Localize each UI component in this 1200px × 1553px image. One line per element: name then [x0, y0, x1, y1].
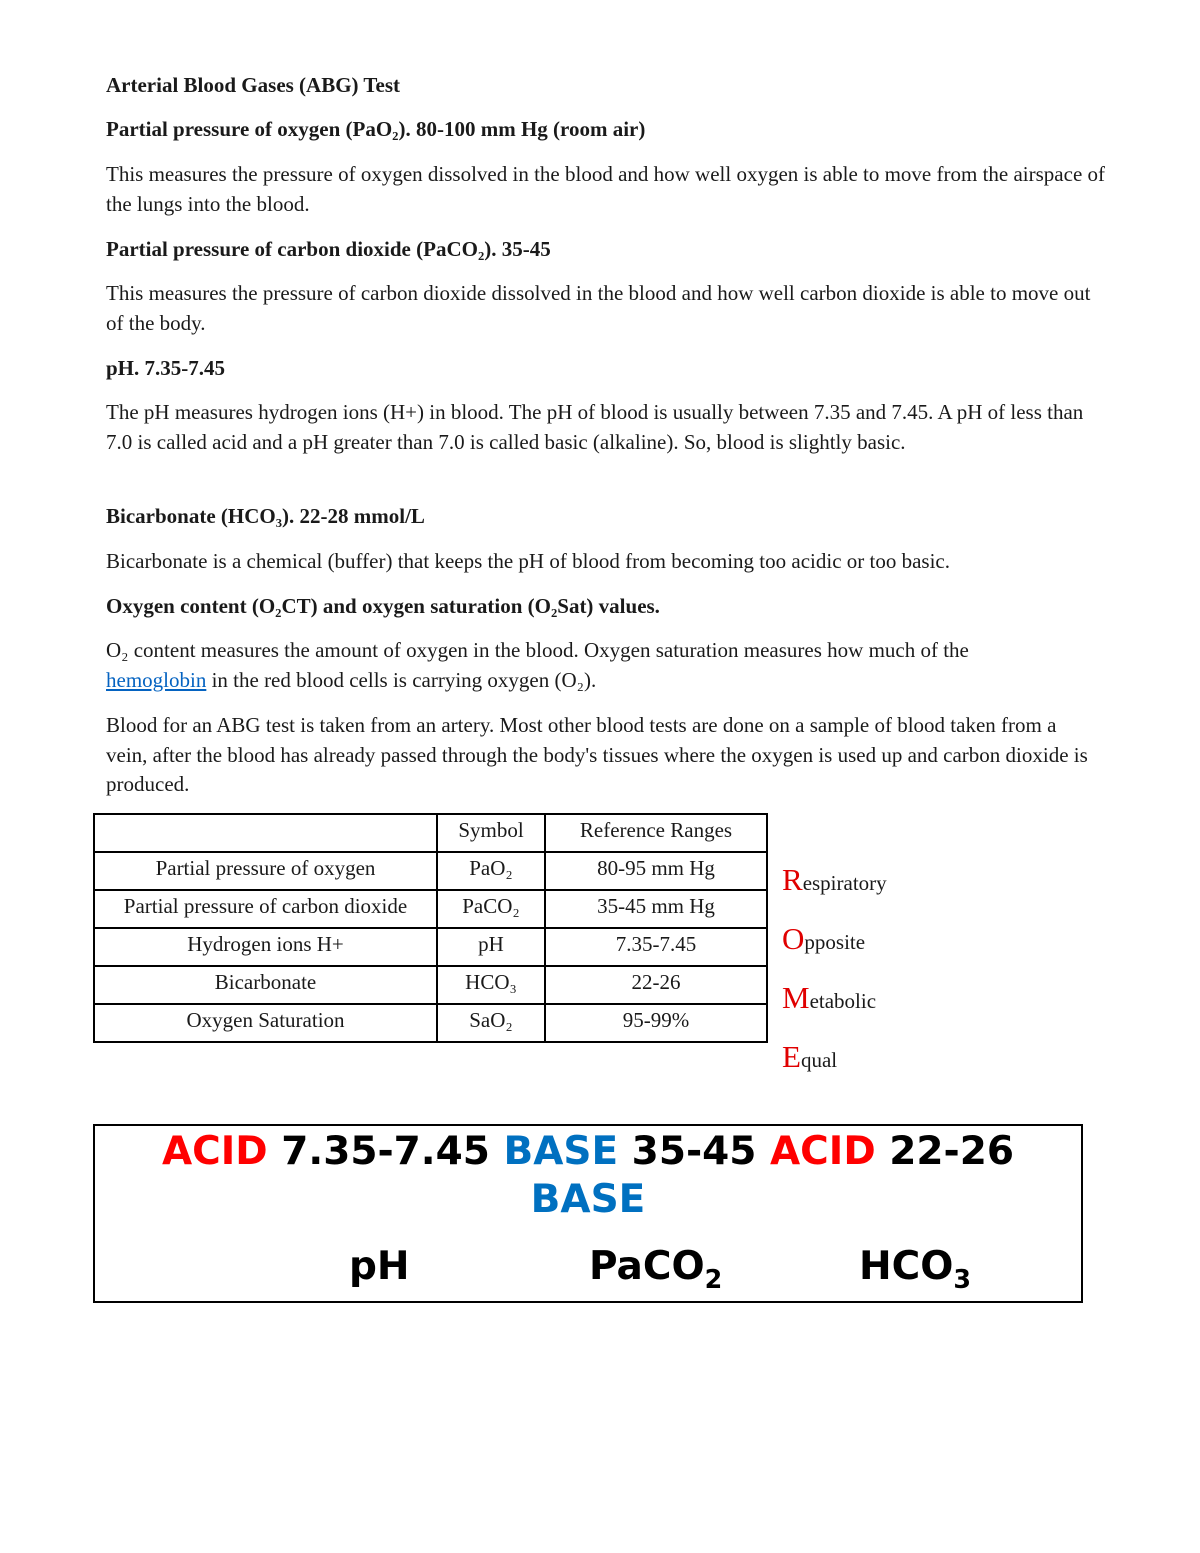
hco3-label	[859, 1244, 971, 1294]
hco3-description: Bicarbonate is a chemical (buffer) that keeps the pH of blood from becoming too acidic or too basic.	[106, 549, 950, 573]
base-label: BASE	[503, 1129, 619, 1174]
hco3-label-main: HCO	[859, 1244, 954, 1289]
table-cell-range: 7.35-7.45	[545, 928, 767, 966]
pao2-description: This measures the pressure of oxygen dissolved in the blood and how well oxygen is able to move from the airspace of the lungs into the blood.	[106, 162, 1106, 216]
table-header-row	[94, 814, 767, 852]
table-cell-parameter: Hydrogen ions H+	[94, 928, 437, 966]
table-row	[94, 890, 767, 928]
table-cell-range: 95-99%	[545, 1004, 767, 1042]
table-cell-parameter: Partial pressure of carbon dioxide	[94, 890, 437, 928]
mnemonic-metabolic	[782, 980, 876, 1016]
o2-text-before: O₂ content measures the amount of oxygen in the blood. Oxygen saturation measures how much of the	[106, 638, 969, 662]
mnemonic-rest: etabolic	[809, 989, 877, 1013]
document-title: Arterial Blood Gases (ABG) Test	[106, 73, 400, 97]
o2-text-after: in the red blood cells is carrying oxygen (O₂).	[206, 667, 597, 692]
hco3-label-subscript: 3	[953, 1263, 972, 1294]
base-label: BASE	[530, 1177, 646, 1222]
paco2-description: This measures the pressure of carbon dioxide dissolved in the blood and how well carbon dioxide is able to move out of the body.	[106, 281, 1091, 335]
mnemonic-respiratory	[782, 862, 887, 898]
mnemonic-equal	[782, 1039, 837, 1075]
ph-label: pH	[349, 1244, 410, 1289]
acid-base-summary-box	[93, 1124, 1083, 1303]
table-row	[94, 966, 767, 1004]
mnemonic-rest: pposite	[804, 930, 866, 954]
mnemonic-letter: M	[782, 980, 810, 1015]
hco3-heading: Bicarbonate (HCO₃). 22-28 mmol/L	[106, 504, 425, 528]
table-cell-parameter: Partial pressure of oxygen	[94, 852, 437, 890]
paco2-heading: Partial pressure of carbon dioxide (PaCO₂). 35-45	[106, 237, 551, 261]
paco2-range: 35-45	[618, 1129, 770, 1174]
o2-heading: Oxygen content (O₂CT) and oxygen saturation (O₂Sat) values.	[106, 594, 660, 618]
table-header-cell	[94, 814, 437, 852]
table-header-cell: Reference Ranges	[545, 814, 767, 852]
table-cell-symbol: SaO₂	[437, 1004, 545, 1042]
mnemonic-rest: qual	[800, 1048, 838, 1072]
mnemonic-letter: E	[782, 1039, 801, 1074]
reference-ranges-table	[93, 813, 768, 1043]
acid-label: ACID	[770, 1129, 876, 1174]
ph-description: The pH measures hydrogen ions (H+) in blood. The pH of blood is usually between 7.35 and 7.45. A pH of less than 7.0 is called acid and a pH greater than 7.0 is called basic (alkaline). So, blood is slightly basic.	[106, 400, 1084, 454]
paco2-label-main: PaCO	[589, 1244, 705, 1289]
table-row	[94, 1004, 767, 1042]
table-cell-symbol: pH	[437, 928, 545, 966]
paco2-label-subscript: 2	[704, 1263, 723, 1294]
table-cell-range: 22-26	[545, 966, 767, 1004]
mnemonic-rest: espiratory	[802, 871, 887, 895]
mnemonic-letter: O	[782, 921, 805, 956]
ph-heading: pH. 7.35-7.45	[106, 356, 226, 380]
table-header-cell: Symbol	[437, 814, 545, 852]
abg-description: Blood for an ABG test is taken from an artery. Most other blood tests are done on a sample of blood taken from a vein, after the blood has already passed through the body's tissues where the oxygen is used up and carbon dioxide is produced.	[106, 713, 1088, 796]
hco3-range: 22-26	[875, 1129, 1015, 1174]
table-cell-symbol: PaO₂	[437, 852, 545, 890]
mnemonic-letter: R	[782, 862, 803, 897]
paco2-label	[589, 1244, 722, 1294]
o2-description	[106, 636, 1056, 695]
acid-base-line	[95, 1128, 1081, 1224]
table-cell-symbol: PaCO₂	[437, 890, 545, 928]
ph-range: 7.35-7.45	[267, 1129, 504, 1174]
table-row	[94, 928, 767, 966]
table-cell-range: 35-45 mm Hg	[545, 890, 767, 928]
table-row	[94, 852, 767, 890]
table-cell-parameter: Bicarbonate	[94, 966, 437, 1004]
table-cell-parameter: Oxygen Saturation	[94, 1004, 437, 1042]
pao2-heading: Partial pressure of oxygen (PaO₂). 80-100 mm Hg (room air)	[106, 117, 646, 141]
hemoglobin-link[interactable]: hemoglobin	[106, 667, 207, 692]
table-cell-symbol: HCO₃	[437, 966, 545, 1004]
table-cell-range: 80-95 mm Hg	[545, 852, 767, 890]
mnemonic-opposite	[782, 921, 865, 957]
acid-label: ACID	[161, 1129, 268, 1174]
